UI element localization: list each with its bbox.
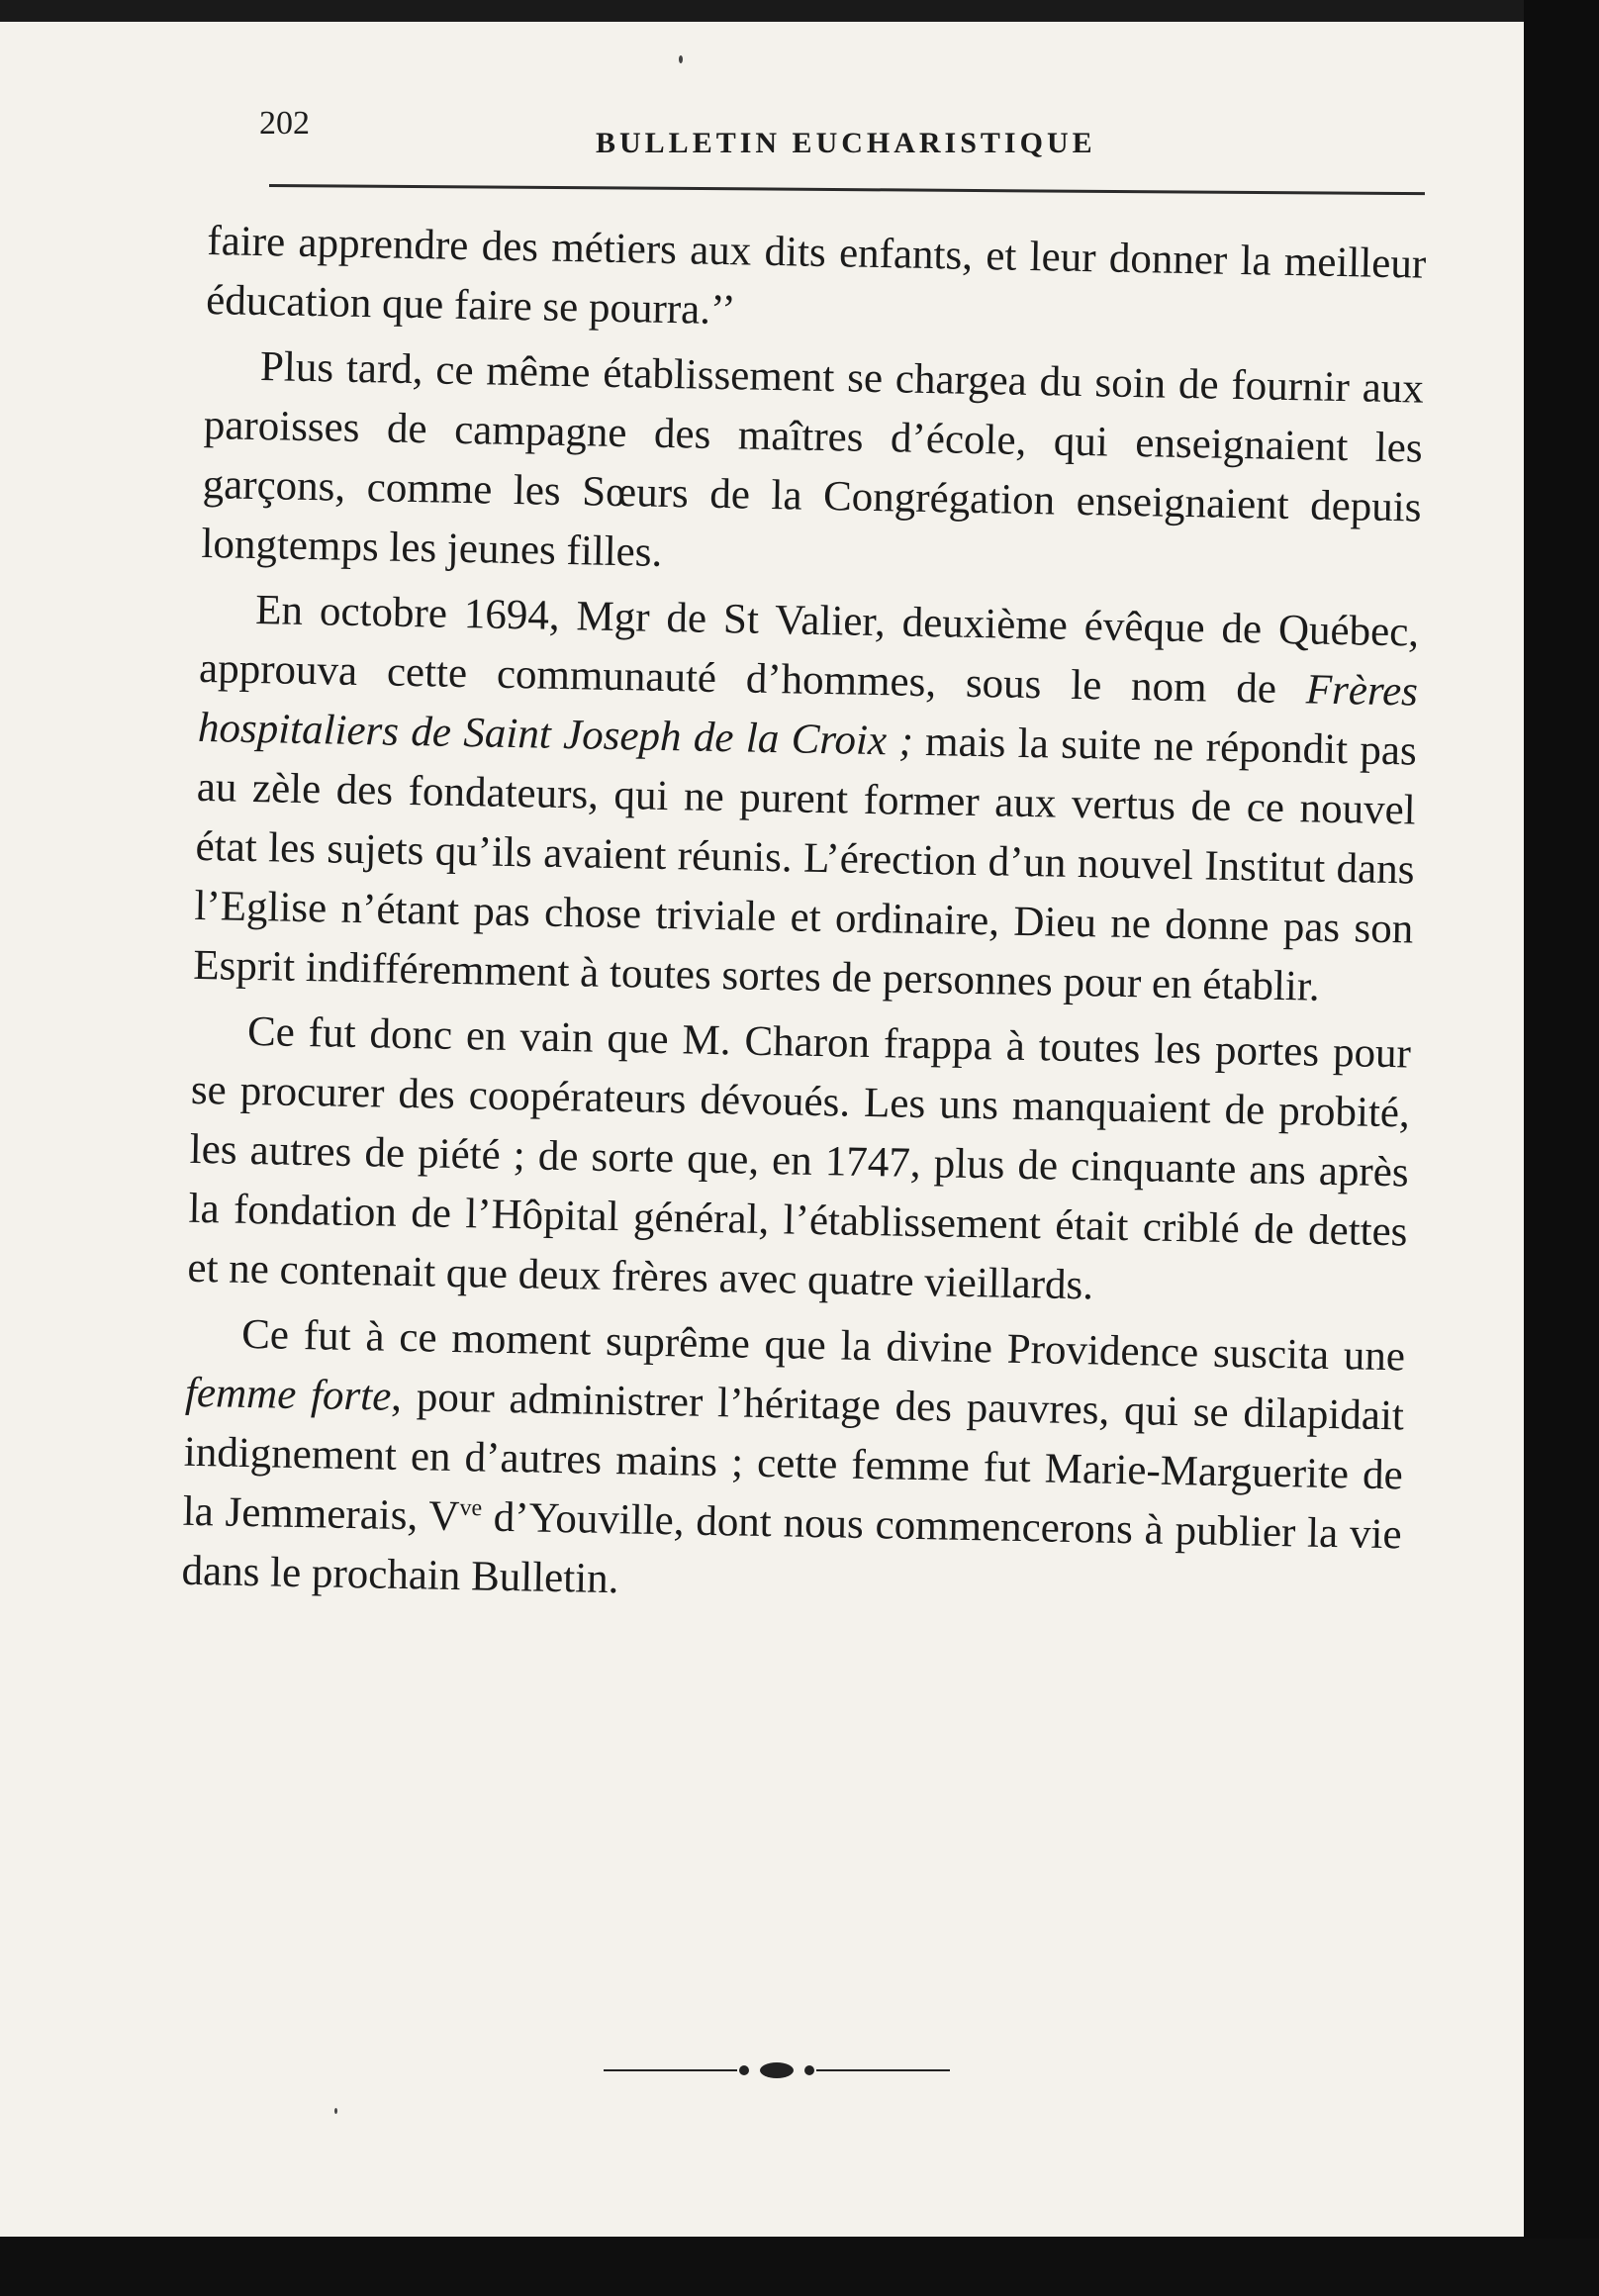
paragraph-4 [187,1002,1412,1322]
paragraph-1 [206,212,1427,354]
paragraph-5 [181,1304,1406,1625]
paragraph-text: mais la suite ne répondit pas au zèle des fondateurs, qui ne purent former aux vertus de ce nouvel état les sujets qu’ils avaient réunis. L’érection d’un nouvel Institut dans l’Eglise n’étant pas chose triviale et ordinaire, Dieu ne donne pas son Esprit indifféremment à toutes sortes de personnes pour en établir. [192,718,1418,1010]
paper-speck [679,55,683,63]
paragraph-text: Ce fut à ce moment suprême que la divine Providence suscita une [240,1310,1406,1381]
scan-edge-top [0,0,1599,22]
scan-edge-right [1524,0,1599,2296]
ornament-dot-left [739,2065,749,2075]
ornament-line-left [604,2069,737,2071]
page-header [259,99,1417,168]
paragraph-text: d’Youville, dont nous commencerons à publier la vie dans le prochain Bulletin. [181,1493,1403,1603]
superscript: ve [459,1494,483,1522]
ornament-dot-right [804,2065,814,2075]
page-number: 202 [259,105,310,142]
ornament-center [760,2062,794,2078]
ornament-line-right [816,2069,950,2071]
body-text [181,212,1427,1630]
paragraph-text: En octobre 1694, Mgr de St Valier, deuxième évêque de Québec, approuva cette communauté d’hommes, sous le nom de [198,587,1420,714]
italic-phrase: femme forte [184,1369,392,1420]
paragraph-text: Plus tard, ce même établissement se chargea du soin de fournir aux paroisses de campagne des maîtres d’école, qui enseignaient les garçons, comme les Sœurs de la Congrégation enseignaient depuis longtemps les jeunes filles. [201,343,1425,576]
paragraph-3 [193,580,1420,1019]
paragraph-text: , pour administrer l’héritage des pauvres, qui se dilapidait indignement en d’autres mains ; cette femme fut Marie-Marguerite de la Jemmerais, V [182,1373,1405,1541]
italic-phrase: Frères hospitaliers de Saint Joseph de la Croix ; [197,666,1419,765]
header-rule [269,184,1425,195]
running-title: BULLETIN EUCHARISTIQUE [596,127,1096,159]
paper-speck [334,2108,337,2114]
paragraph-2 [201,336,1424,598]
paragraph-text: faire apprendre des métiers aux dits enfants, et leur donner la meilleur éducation que faire se pourra.’’ [205,217,1427,335]
end-ornament [604,2060,950,2080]
paragraph-text: Ce fut donc en vain que M. Charon frappa à toutes les portes pour se procurer des coopérateurs dévoués. Les uns manquaient de probité, les autres de piété ; de sorte que, en 1747, plus de cinquante ans après la fondation de l’Hôpital général, l’établissement était criblé de dettes et ne contenait que deux frères avec quatre vieillards. [187,1007,1412,1309]
scan-edge-bottom [0,2239,1599,2296]
